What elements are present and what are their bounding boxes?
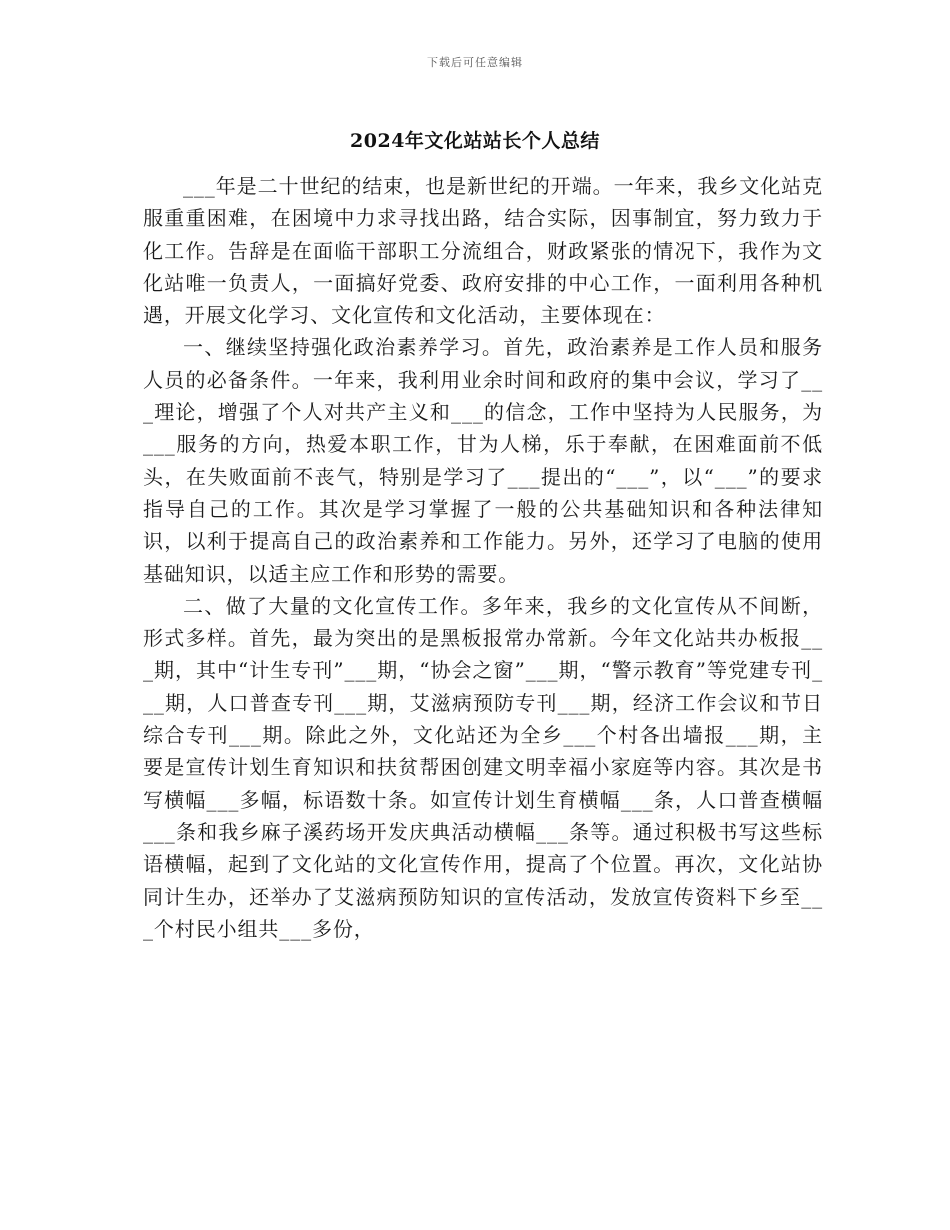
page-header-note: 下载后可任意编辑 — [427, 56, 523, 69]
paragraph-cultural-publicity: 二、做了大量的文化宣传工作。多年来，我乡的文化宣传从不间断，形式多样。首先，最为突出的是黑板报常办常新。今年文化站共办板报___期，其中“计生专刊”___期，“协会之窗”___期，“警示教育”等党建专刊___期，人口普查专刊___期，艾滋病预防专刊___期，经济工作会议和节日综合专刊___期。除此之外，文化站还为全乡___个村各出墙报___期，主要是宣传计划生育知识和扶贫帮困创建文明幸福小家庭等内容。其次是书写横幅___多幅，标语数十条。如宣传计划生育横幅___条，人口普查横幅___条和我乡麻子溪药场开发庆典活动横幅___条等。通过积极书写这些标语横幅，起到了文化站的文化宣传作用，提高了个位置。再次，文化站协同计生办，还举办了艾滋病预防知识的宣传活动，发放宣传资料下乡至___个村民小组共___多份， — [143, 593, 823, 941]
document-body — [143, 170, 823, 945]
document-title: 2024年文化站站长个人总结 — [350, 130, 600, 152]
paragraph-intro: ___年是二十世纪的结束，也是新世纪的开端。一年来，我乡文化站克服重重困难，在困境中力求寻找出路，结合实际，因事制宜，努力致力于化工作。告辞是在面临干部职工分流组合，财政紧张的情况下，我作为文化站唯一负责人，一面搞好党委、政府安排的中心工作，一面利用各种机遇，开展文化学习、文化宣传和文化活动，主要体现在： — [143, 174, 823, 328]
paragraph-political-study: 一、继续坚持强化政治素养学习。首先，政治素养是工作人员和服务人员的必备条件。一年来，我利用业余时间和政府的集中会议，学习了___理论，增强了个人对共产主义和___的信念，工作中坚持为人民服务，为___服务的方向，热爱本职工作，甘为人梯，乐于奉献，在困难面前不低头，在失败面前不丧气，特别是学习了___提出的“___”，以“___”的要求指导自己的工作。其次是学习掌握了一般的公共基础知识和各种法律知识，以利于提高自己的政治素养和工作能力。另外，还学习了电脑的使用基础知识，以适主应工作和形势的需要。 — [143, 335, 823, 586]
